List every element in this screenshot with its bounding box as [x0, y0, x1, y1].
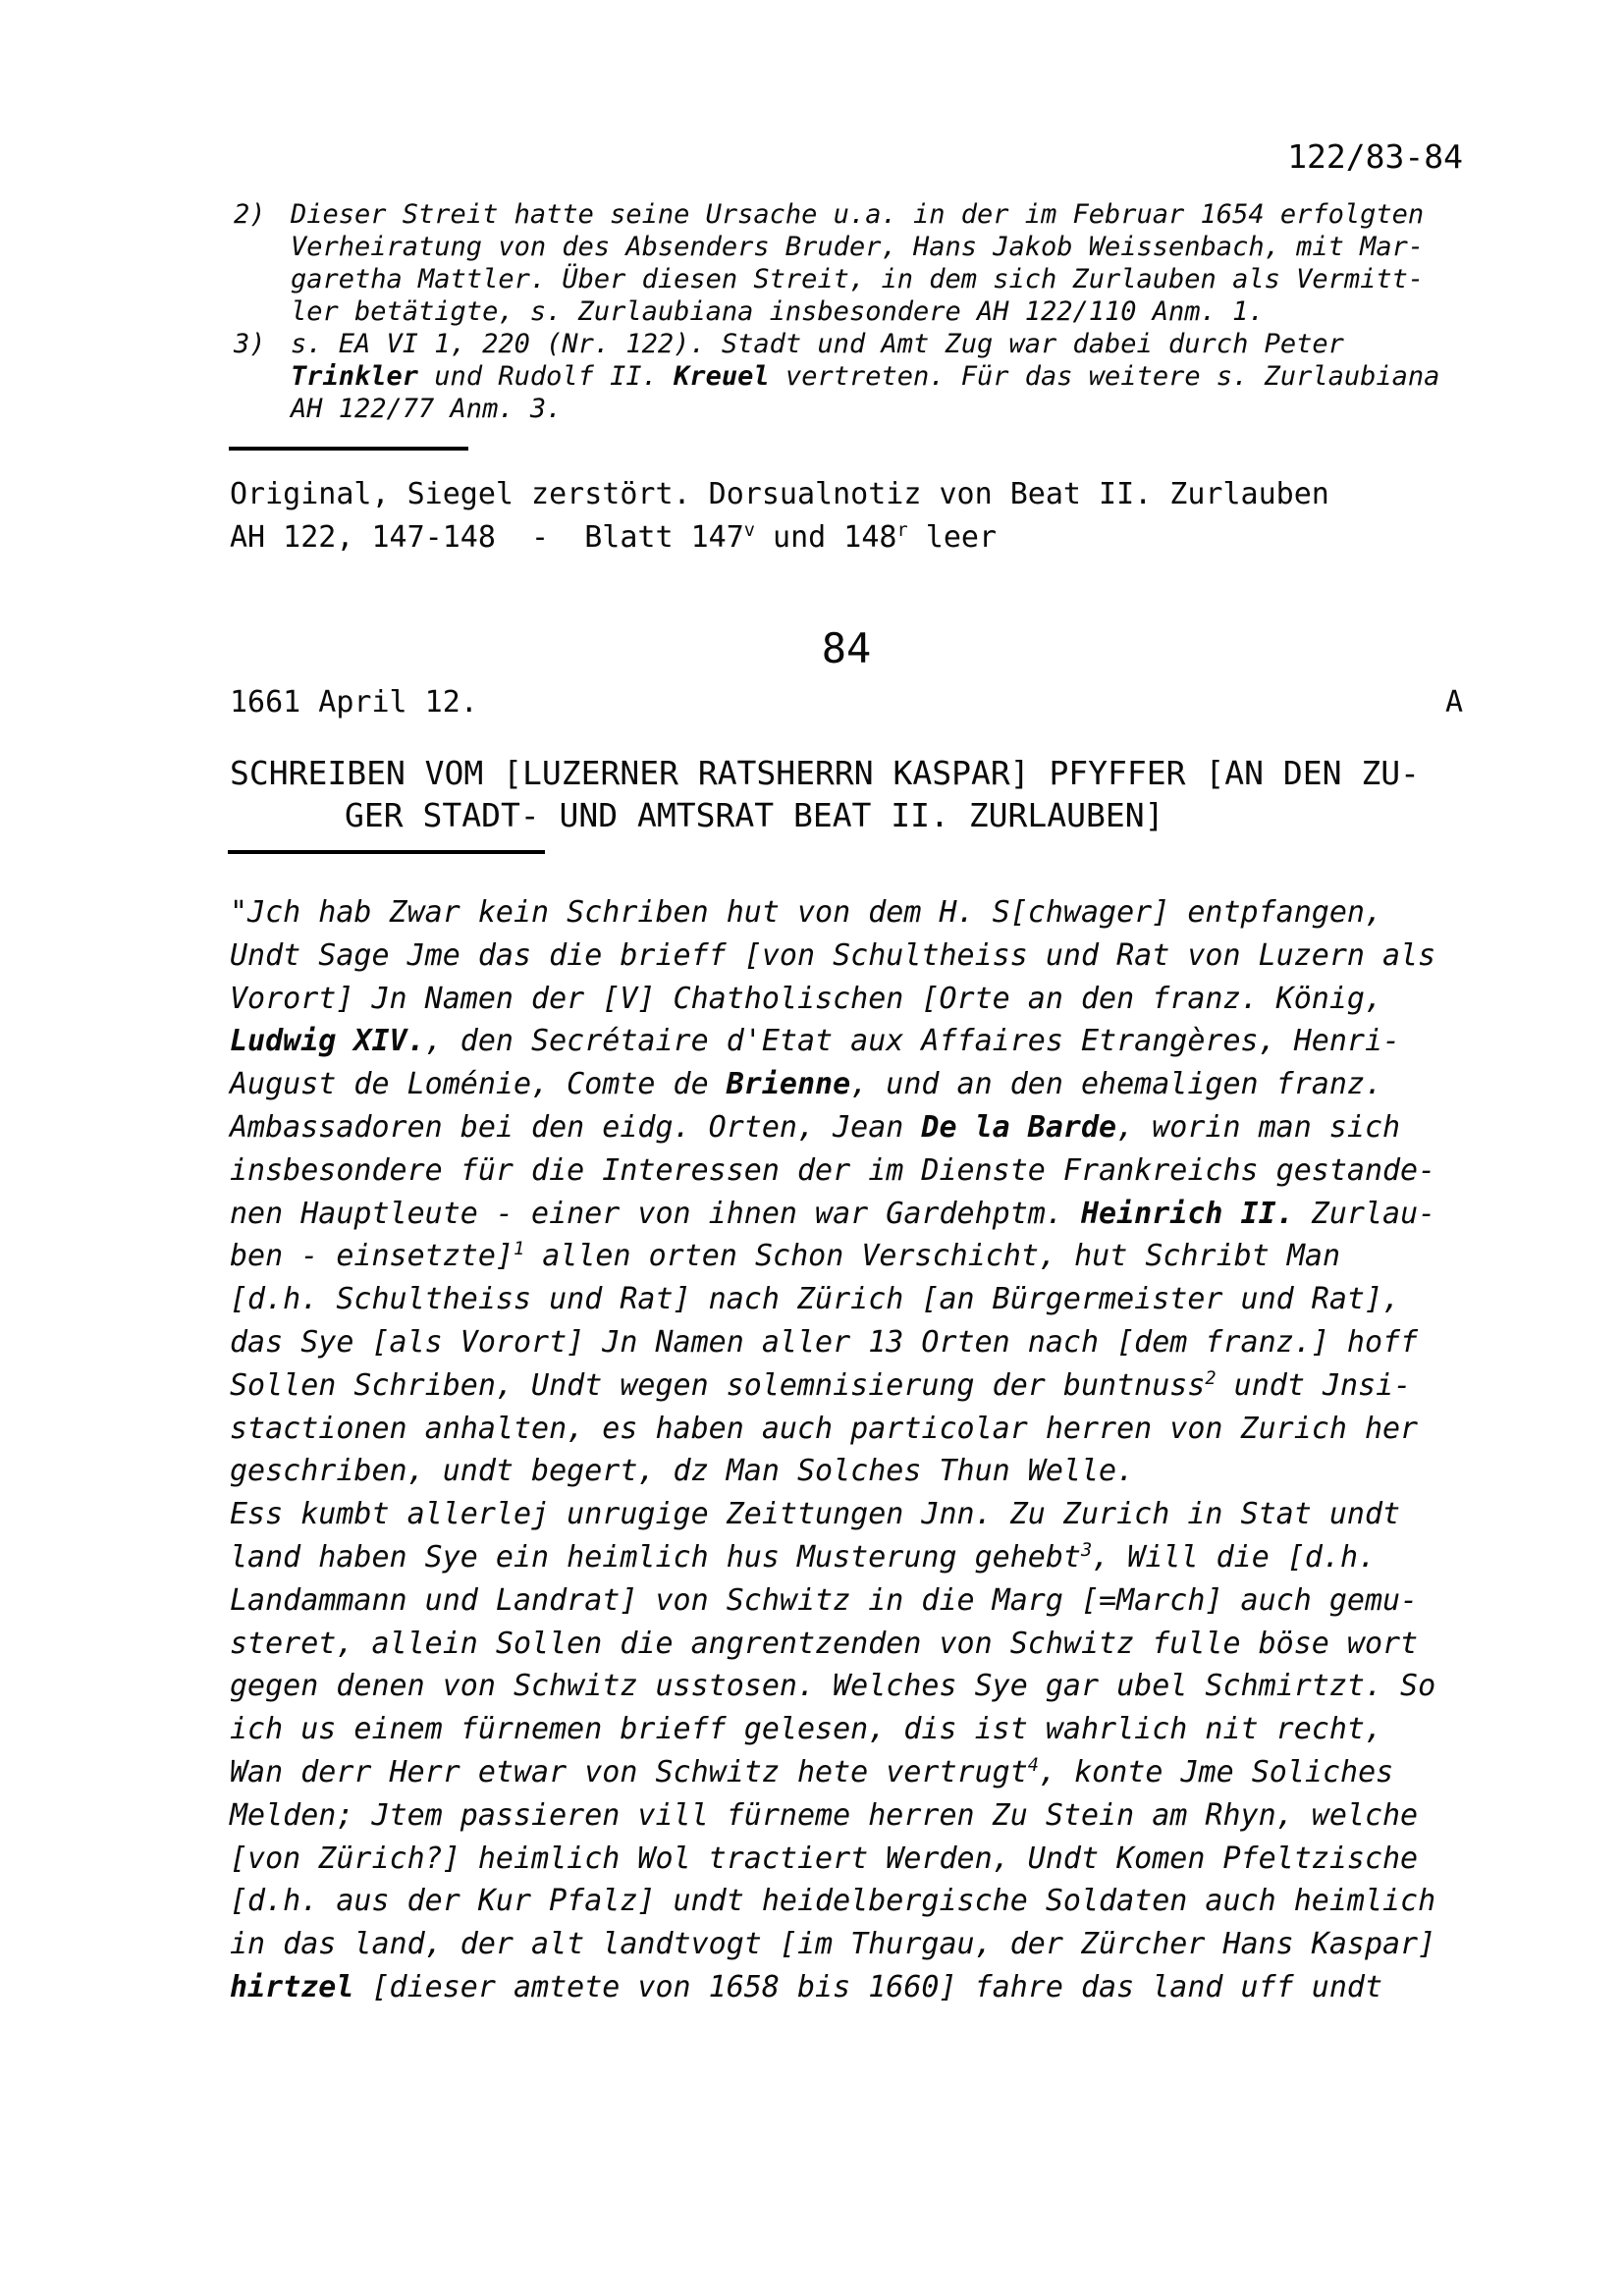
entry-title: SCHREIBEN VOM [LUZERNER RATSHERRN KASPAR] PFYFFER [AN DEN ZU- GER STADT- UND AMTSRAT BEAT II. ZURLAUBEN] — [230, 754, 1420, 834]
letter-body: "Jch hab Zwar kein Schriben hut von dem H. S[chwager] entpfangen, Undt Sage Jme das die brieff [von Schultheiss und Rat von Luzern als Vorort] Jn Namen der [V] Chatholischen [Orte an den franz. König, Ludwig XIV., den Secrétaire d'Etat aux Affaires Etrangères, Henri- August de Loménie, Comte de Brienne, und an den ehemaligen franz. Ambassadoren bei den eidg. Orten, Jean De la Barde, worin man sich insbesondere für die Interessen der im Dienste Frankreichs gestande- nen Hauptleute - einer von ihnen war Gardehptm. Heinrich II. Zurlau- ben - einsetzte]$^1$ allen orten Schon Verschicht, hut Schribt Man [d.h. Schultheiss und Rat] nach Zürich [an Bürgermeister und Rat], das Sye [als Vorort] Jn Namen aller 13 Orten nach [dem franz.] hoff Sollen Schriben, Undt wegen solemnisierung der buntnuss$^2$ undt Jnsi- stactionen anhalten, es haben auch particolar herren von Zurich her geschriben, undt begert, dz Man Solches Thun Welle. Ess kumbt allerlej unrugige Zeittungen Jnn. Zu Zurich in Stat undt land haben Sye ein heimlich hus Musterung gehebt$^3$, Will die [d.h. Landammann und Landrat] von Schwitz in die Marg [=March] auch gemu- steret, allein Sollen die angrentzenden von Schwitz fulle böse wort gegen denen von Schwitz usstosen. Welches Sye gar ubel Schmirtzt. So ich us einem fürnemen brieff gelesen, dis ist wahrlich nit recht, Wan derr Herr etwar von Schwitz hete vertrugt$^4$, konte Jme Soliches Melden; Jtem passieren vill fürneme herren Zu Stein am Rhyn, welche [von Zürich?] heimlich Wol tractiert Werden, Undt Komen Pfeltzische [d.h. aus der Kur Pfalz] undt heidelbergische Soldaten auch heimlich in das land, der alt landtvogt [im Thurgau, der Zürcher Hans Kaspar] hirtzel [dieser amtete von 1658 bis 1660] fahre das land uff undt — [230, 895, 1436, 2004]
document-number: 84 — [821, 624, 872, 672]
source-note: Original, Siegel zerstört. Dorsualnotiz von Beat II. Zurlauben AH 122, 147-148 - Blatt 147$^v$ und 148$^r$ leer — [230, 477, 1329, 555]
footnote-number: 3) — [234, 329, 266, 359]
entry-marker: A — [1444, 685, 1463, 720]
entry-date: 1661 April 12. — [230, 685, 478, 720]
divider-line-footnotes — [229, 447, 468, 451]
footnote — [234, 328, 1490, 425]
footnote — [234, 198, 1490, 328]
date-line — [230, 685, 1463, 720]
footnotes-section — [234, 198, 1490, 425]
divider-line-title — [228, 850, 545, 854]
footnote-text: s. EA VI 1, 220 (Nr. 122). Stadt und Amt Zug war dabei durch Peter Trinkler und Rudolf II. Kreuel vertreten. Für das weitere s. Zurlaubiana AH 122/77 Anm. 3. — [291, 329, 1440, 424]
page-reference: 122/83-84 — [1287, 137, 1463, 176]
footnote-number: 2) — [234, 199, 266, 230]
footnote-text: Dieser Streit hatte seine Ursache u.a. in der im Februar 1654 erfolgten Verheiratung von des Absenders Bruder, Hans Jakob Weissenbach, mit Mar- garetha Mattler. Über diesen Streit, in dem sich Zurlauben als Vermitt- ler betätigte, s. Zurlaubiana insbesondere AH 122/110 Anm. 1. — [291, 199, 1425, 327]
